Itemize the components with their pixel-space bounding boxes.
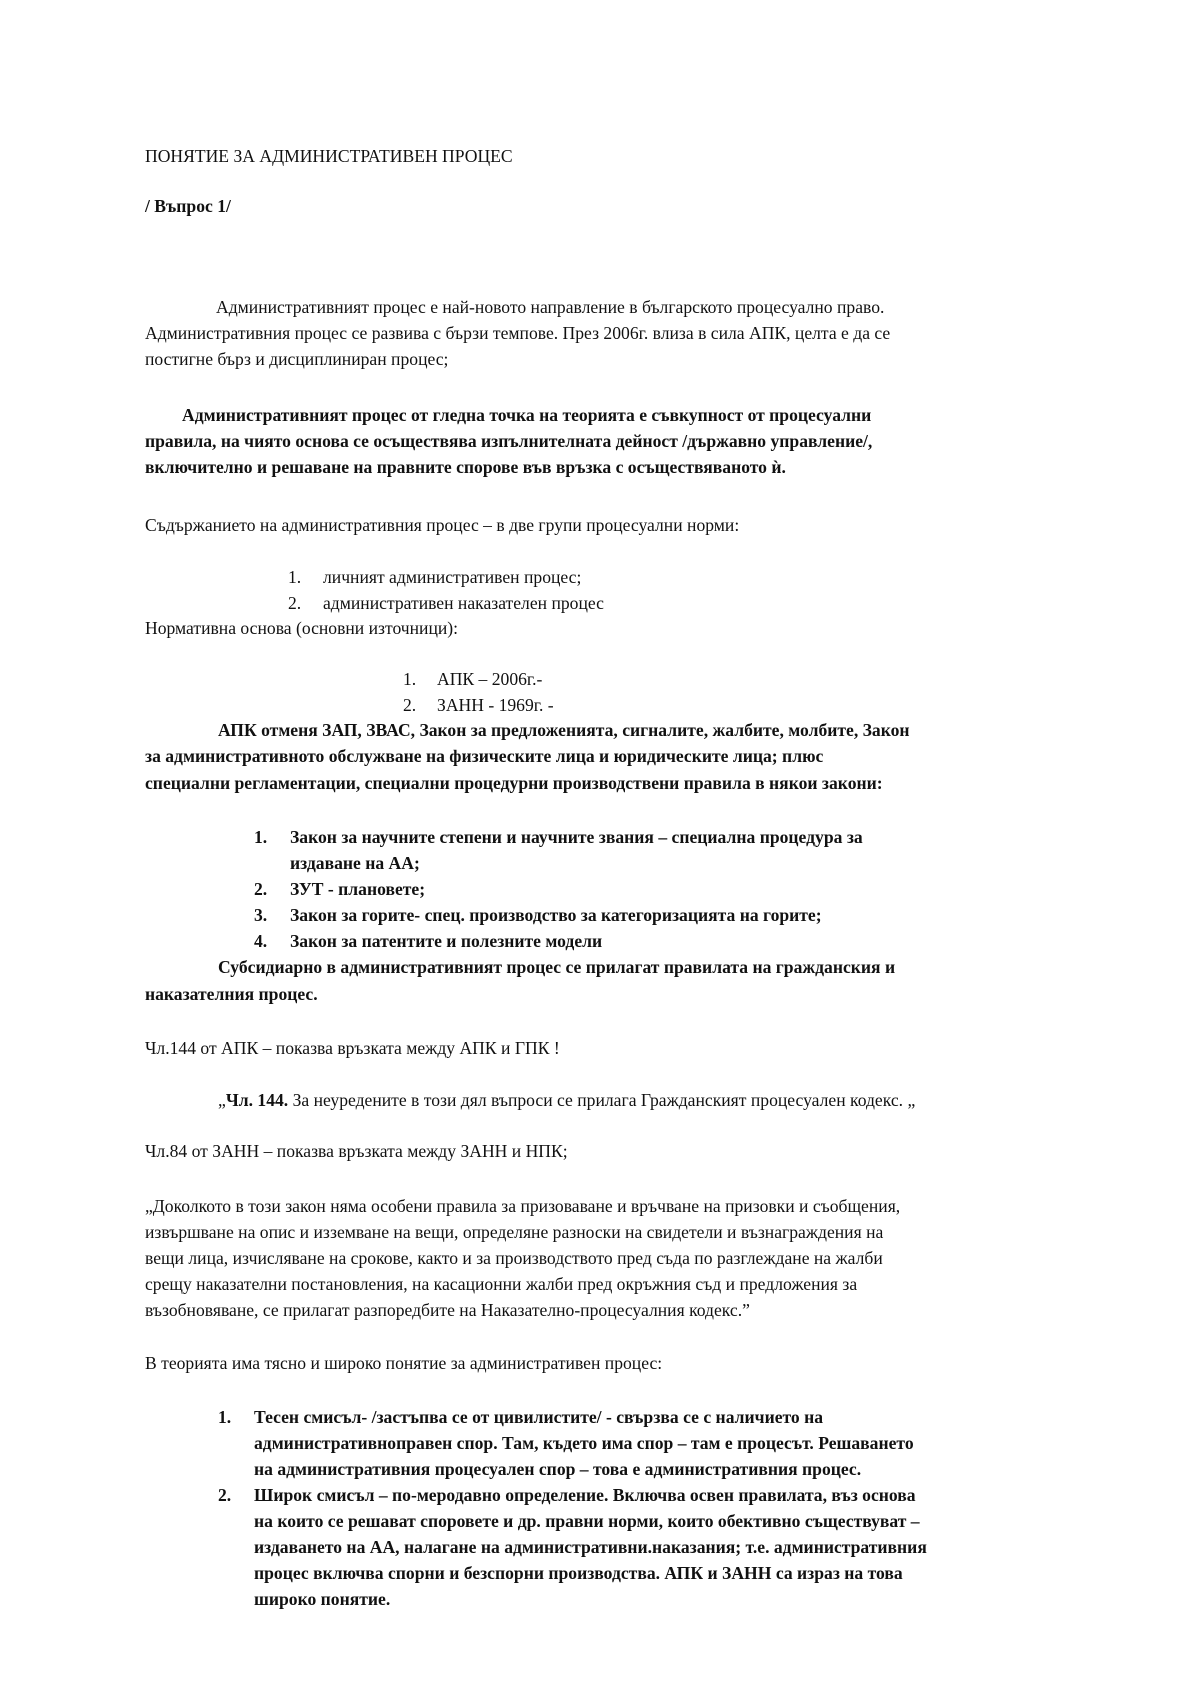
list-item: на административния процесуален спор – това е административния процес.	[254, 1459, 862, 1479]
list-item-number: 1.	[218, 1407, 232, 1427]
definition-line: включително и решаване на правните спорове във връзка с осъществяваното ѝ.	[145, 457, 786, 477]
apk-repeals-line: АПК отменя ЗАП, ЗВАС, Закон за предложенията, сигналите, жалбите, молбите, Закон	[218, 720, 910, 740]
list-item: на които се решават споровете и др. правни норми, които обективно съществуват –	[254, 1511, 920, 1531]
list-item: Закон за горите- спец. производство за категоризацията на горите;	[290, 905, 822, 925]
art84-intro: Чл.84 от ЗАНН – показва връзката между ЗАНН и НПК;	[145, 1141, 568, 1161]
list-item: личният административен процес;	[323, 567, 582, 587]
list-item: Тесен смисъл- /застъпва се от цивилистите/ - свързва се с наличието на	[254, 1407, 824, 1427]
document-title: ПОНЯТИЕ ЗА АДМИНИСТРАТИВЕН ПРОЦЕС	[145, 146, 513, 166]
subsidiary-line: наказателния процес.	[145, 984, 318, 1004]
intro-line: постигне бърз и дисциплиниран процес;	[145, 349, 449, 369]
list-item: Широк смисъл – по-меродавно определение. Включва освен правилата, въз основа	[254, 1485, 916, 1505]
list-item-number: 2.	[254, 879, 268, 899]
list-item-number: 1.	[288, 567, 302, 587]
definition-line: Административният процес от гледна точка на теорията е съвкупност от процесуални	[182, 405, 872, 425]
content-intro: Съдържанието на административния процес – в две групи процесуални норми:	[145, 515, 740, 535]
art84-quote-line: извършване на опис и изземване на вещи, определяне разноски на свидетели и възнаграждения на	[145, 1222, 884, 1242]
list-item: административноправен спор. Там, където има спор – там е процесът. Решаването	[254, 1433, 914, 1453]
list-item: административен наказателен процес	[323, 593, 604, 613]
list-item: Закон за научните степени и научните звания – специална процедура за	[290, 827, 863, 847]
list-item-number: 3.	[254, 905, 268, 925]
art144-intro: Чл.144 от АПК – показва връзката между АПК и ГПК !	[145, 1038, 560, 1058]
intro-line: Административният процес е най-новото направление в българското процесуално право.	[216, 297, 885, 317]
apk-repeals-line: за административното обслужване на физическите лица и юридическите лица; плюс	[145, 746, 824, 766]
list-item: АПК – 2006г.-	[437, 669, 543, 689]
list-item: ЗАНН - 1969г. -	[437, 695, 554, 715]
art84-quote-line: „Доколкото в този закон няма особени правила за призоваване и връчване на призовки и съобщения,	[145, 1196, 901, 1216]
art144-quote	[218, 1087, 915, 1113]
list-item: издаване на АА;	[290, 853, 420, 873]
theory-intro: В теорията има тясно и широко понятие за административен процес:	[145, 1353, 663, 1373]
list-item-number: 2.	[403, 695, 417, 715]
list-item: процес включва спорни и безспорни производства. АПК и ЗАНН са израз на това	[254, 1563, 903, 1583]
art84-quote-line: срещу наказателни постановления, на касационни жалби пред окръжния съд и предложения за	[145, 1274, 858, 1294]
art84-quote-line: възобновяване, се прилагат разпоредбите на Наказателно-процесуалния кодекс.”	[145, 1300, 750, 1320]
sources-heading: Нормативна основа (основни източници):	[145, 618, 459, 638]
list-item-number: 2.	[218, 1485, 232, 1505]
list-item-number: 2.	[288, 593, 302, 613]
document-subtitle: / Въпрос 1/	[145, 196, 231, 216]
article-label: Чл. 144.	[225, 1090, 289, 1110]
definition-line: правила, на чиято основа се осъществява изпълнителната дейност /държавно управление/,	[145, 431, 873, 451]
intro-line: Административния процес се развива с бързи темпове. През 2006г. влиза в сила АПК, целта е да се	[145, 323, 891, 343]
list-item: ЗУТ - плановете;	[290, 879, 426, 899]
list-item: Закон за патентите и полезните модели	[290, 931, 603, 951]
apk-repeals-line: специални регламентации, специални процедурни производствени правила в някои закони:	[145, 773, 883, 793]
quote-open-mark: „	[218, 1090, 226, 1110]
list-item-number: 1.	[254, 827, 268, 847]
list-item-number: 4.	[254, 931, 268, 951]
list-item-number: 1.	[403, 669, 417, 689]
subsidiary-line: Субсидиарно в административният процес се прилагат правилата на гражданския и	[218, 957, 896, 977]
article-text: За неуредените в този дял въпроси се прилага Гражданският процесуален кодекс. „	[288, 1090, 916, 1110]
list-item: издаването на АА, налагане на административни.наказания; т.е. административния	[254, 1537, 927, 1557]
art84-quote-line: вещи лица, изчисляване на срокове, както и за производството пред съда по разглеждане на жалби	[145, 1248, 883, 1268]
list-item: широко понятие.	[254, 1589, 391, 1609]
